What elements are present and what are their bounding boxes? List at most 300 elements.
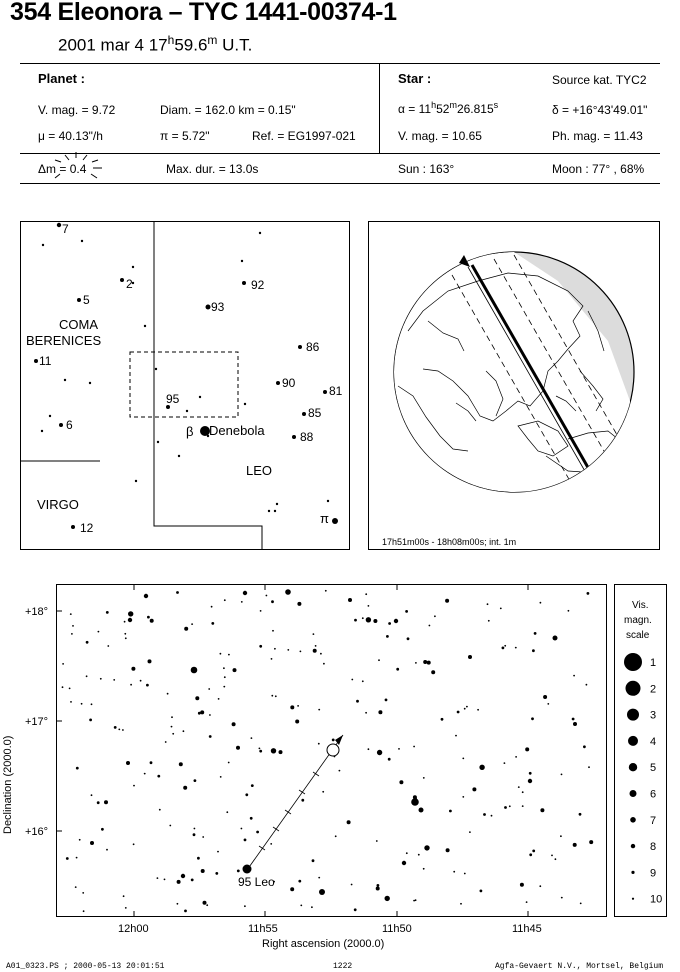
field-star bbox=[385, 896, 390, 901]
field-star bbox=[362, 617, 364, 619]
field-star bbox=[376, 840, 378, 842]
field-star bbox=[76, 767, 79, 770]
field-star bbox=[446, 848, 450, 852]
field-star bbox=[157, 775, 160, 778]
field-star bbox=[167, 693, 169, 695]
field-star bbox=[97, 801, 100, 804]
field-star bbox=[256, 831, 259, 834]
field-star bbox=[272, 630, 274, 632]
field-star bbox=[522, 805, 524, 807]
field-star bbox=[124, 621, 126, 623]
field-star bbox=[184, 910, 187, 913]
field-star bbox=[423, 777, 425, 779]
y-axis-title: Declination (2000.0) bbox=[2, 735, 14, 834]
field-star bbox=[259, 750, 262, 753]
field-star bbox=[464, 873, 466, 875]
star-label: 90 bbox=[282, 376, 296, 390]
finder-star bbox=[268, 510, 270, 512]
field-star bbox=[271, 600, 274, 603]
legend-mag-label: 1 bbox=[650, 657, 657, 669]
field-star bbox=[300, 905, 302, 907]
legend-dot bbox=[631, 871, 634, 874]
field-star bbox=[176, 591, 179, 594]
field-star bbox=[128, 611, 133, 616]
field-star bbox=[223, 667, 225, 669]
field-star bbox=[106, 849, 108, 851]
field-star bbox=[295, 720, 299, 724]
field-star bbox=[525, 747, 529, 751]
star-label: 5 bbox=[83, 293, 90, 307]
field-star bbox=[515, 647, 517, 649]
field-star bbox=[373, 619, 377, 623]
field-star bbox=[179, 762, 183, 766]
legend-dot bbox=[632, 898, 634, 900]
legend-mag-label: 2 bbox=[650, 683, 657, 696]
finder-star bbox=[199, 396, 201, 398]
field-star bbox=[434, 615, 436, 617]
field-star bbox=[208, 688, 210, 690]
field-star bbox=[177, 880, 181, 884]
field-star bbox=[362, 680, 364, 682]
source-catalog: Source kat. TYC2 bbox=[552, 73, 647, 87]
field-star bbox=[560, 835, 562, 837]
field-star bbox=[290, 887, 294, 891]
field-star bbox=[250, 817, 253, 820]
field-star bbox=[319, 889, 325, 895]
field-star bbox=[424, 845, 429, 850]
field-star bbox=[70, 701, 72, 703]
field-star bbox=[332, 739, 335, 742]
star-label: 2 bbox=[126, 277, 133, 291]
star-label: 12 bbox=[80, 521, 94, 535]
field-star bbox=[86, 641, 89, 644]
field-star bbox=[509, 805, 511, 807]
finder-star bbox=[178, 455, 180, 457]
star-label: 11 bbox=[39, 354, 52, 368]
field-star bbox=[347, 820, 351, 824]
field-star bbox=[191, 667, 198, 674]
field-star bbox=[351, 679, 353, 681]
earth-globe-panel bbox=[368, 221, 660, 550]
field-star bbox=[133, 785, 135, 787]
field-star bbox=[91, 794, 93, 796]
field-star bbox=[453, 871, 455, 873]
finder-star bbox=[132, 266, 134, 268]
field-star bbox=[504, 645, 506, 647]
field-star bbox=[520, 883, 524, 887]
field-star bbox=[233, 668, 237, 672]
field-star bbox=[368, 748, 370, 750]
field-star bbox=[86, 675, 88, 677]
field-star bbox=[118, 729, 120, 731]
finder-chart bbox=[20, 221, 350, 550]
field-star bbox=[270, 843, 272, 845]
field-star bbox=[488, 620, 490, 622]
field-star bbox=[211, 606, 213, 608]
field-star bbox=[159, 809, 161, 811]
finder-star bbox=[298, 345, 302, 349]
field-star bbox=[573, 722, 577, 726]
field-star bbox=[279, 750, 283, 754]
field-star bbox=[368, 605, 370, 607]
field-star bbox=[441, 718, 444, 721]
field-star bbox=[356, 700, 359, 703]
field-star bbox=[260, 610, 262, 612]
field-star bbox=[388, 758, 391, 761]
field-star bbox=[226, 811, 228, 813]
ra-label: 11h50 bbox=[382, 923, 412, 935]
pi-leo-label: π bbox=[320, 511, 329, 526]
field-star bbox=[429, 625, 431, 627]
field-star bbox=[561, 774, 563, 776]
field-star bbox=[504, 806, 507, 809]
field-star bbox=[540, 808, 544, 812]
field-star bbox=[209, 714, 211, 716]
field-star bbox=[271, 658, 273, 660]
field-star bbox=[275, 695, 277, 697]
field-star bbox=[203, 901, 207, 905]
globe-caption: 17h51m00s - 18h08m00s; int. 1m bbox=[382, 537, 517, 547]
field-star bbox=[251, 784, 254, 787]
dec-label: +16° bbox=[25, 826, 49, 838]
field-star bbox=[298, 880, 301, 883]
field-star bbox=[572, 718, 575, 721]
field-star bbox=[89, 719, 92, 722]
field-star bbox=[407, 637, 410, 640]
field-star bbox=[144, 773, 146, 775]
field-star bbox=[445, 599, 449, 603]
field-star bbox=[82, 892, 84, 894]
field-star bbox=[312, 859, 315, 862]
field-star bbox=[579, 813, 582, 816]
field-star bbox=[62, 686, 64, 688]
finder-star bbox=[89, 382, 91, 384]
legend-mag-label: 8 bbox=[650, 841, 657, 854]
star-heading: Star : bbox=[398, 71, 432, 86]
field-star bbox=[251, 737, 253, 739]
legend-mag-label: 6 bbox=[650, 788, 657, 801]
finder-star bbox=[186, 410, 188, 412]
field-star bbox=[301, 799, 304, 802]
date-line: 2001 mar 4 17$^h$59.6$^m$ U.T. bbox=[58, 33, 253, 55]
star-label: 95 bbox=[166, 392, 180, 406]
field-star bbox=[164, 879, 166, 881]
field-star bbox=[128, 618, 132, 622]
finder-star bbox=[144, 325, 146, 327]
planet-ref: Ref. = EG1997-021 bbox=[252, 129, 356, 143]
field-star bbox=[464, 708, 466, 710]
field-star bbox=[126, 761, 130, 765]
const-berenices: BERENICES bbox=[26, 333, 102, 348]
field-star bbox=[315, 645, 317, 647]
field-star bbox=[191, 879, 194, 882]
field-star bbox=[223, 686, 225, 688]
legend-mag-label: 4 bbox=[650, 735, 657, 748]
field-star bbox=[83, 910, 85, 912]
planet-parallax: π = 5.72" bbox=[160, 129, 210, 143]
field-star bbox=[125, 907, 127, 909]
field-star bbox=[320, 653, 322, 655]
max-duration: Max. dur. = 13.0s bbox=[166, 162, 259, 176]
field-star bbox=[457, 711, 460, 714]
field-star bbox=[215, 872, 218, 875]
field-star bbox=[218, 698, 220, 700]
field-star bbox=[300, 651, 302, 653]
legend-title-line: magn. bbox=[624, 615, 652, 626]
field-star bbox=[415, 662, 417, 664]
field-star bbox=[131, 667, 135, 671]
field-star bbox=[194, 828, 196, 830]
field-star bbox=[378, 710, 382, 714]
field-star bbox=[146, 684, 149, 687]
star-alpha: $\alpha = 11^h52^m26.815^s$ bbox=[398, 100, 499, 116]
field-star bbox=[259, 645, 262, 648]
dec-label: +18° bbox=[25, 606, 49, 618]
finder-star bbox=[259, 232, 261, 234]
field-star bbox=[394, 619, 398, 623]
field-star bbox=[274, 648, 276, 650]
info-mid-rule bbox=[20, 153, 660, 154]
field-star bbox=[406, 852, 408, 854]
field-star bbox=[147, 616, 150, 619]
finder-star bbox=[135, 480, 137, 482]
star-label: 7 bbox=[62, 222, 69, 236]
field-star bbox=[81, 703, 83, 705]
field-star bbox=[335, 835, 337, 837]
legend-mag-label: 9 bbox=[650, 867, 657, 880]
field-star bbox=[66, 857, 69, 860]
star-label: 92 bbox=[251, 278, 265, 292]
field-star bbox=[72, 625, 74, 627]
field-star bbox=[573, 675, 575, 677]
finder-star bbox=[323, 390, 327, 394]
field-star bbox=[123, 895, 125, 897]
field-star bbox=[125, 637, 127, 639]
finder-star bbox=[34, 359, 38, 363]
field-star bbox=[183, 786, 187, 790]
legend-dot bbox=[626, 681, 641, 696]
delta-mag-burst-icon bbox=[52, 148, 108, 184]
field-star bbox=[515, 756, 517, 758]
field-star bbox=[148, 659, 152, 663]
x-axis-title: Right ascension (2000.0) bbox=[262, 938, 385, 950]
field-star bbox=[502, 647, 505, 650]
footer-number: 1222 bbox=[333, 962, 353, 971]
field-star bbox=[431, 670, 435, 674]
page-title: 354 Eleonora – TYC 1441-00374-1 bbox=[10, 0, 397, 26]
field-star bbox=[244, 905, 246, 907]
star-delta: δ = +16°43'49.01" bbox=[552, 103, 648, 117]
field-star bbox=[323, 663, 325, 665]
field-star bbox=[311, 906, 313, 908]
field-star bbox=[396, 668, 399, 671]
field-star bbox=[237, 870, 240, 873]
field-star bbox=[169, 825, 171, 827]
field-star bbox=[522, 791, 524, 793]
finder-star bbox=[241, 260, 243, 262]
field-star bbox=[224, 676, 226, 678]
finder-star bbox=[274, 510, 276, 512]
field-star bbox=[244, 839, 247, 842]
field-star bbox=[561, 897, 563, 899]
field-star bbox=[133, 843, 135, 845]
field-star bbox=[194, 779, 197, 782]
field-star bbox=[468, 655, 472, 659]
field-star bbox=[104, 800, 108, 804]
field-star bbox=[70, 613, 72, 615]
finder-star bbox=[206, 305, 211, 310]
field-star bbox=[245, 793, 248, 796]
field-star bbox=[228, 762, 230, 764]
ra-label: 11h55 bbox=[248, 923, 278, 935]
field-star bbox=[322, 791, 324, 793]
field-star bbox=[354, 908, 357, 911]
field-star bbox=[388, 622, 391, 625]
field-star bbox=[91, 703, 93, 705]
field-star bbox=[586, 684, 588, 686]
const-virgo: VIRGO bbox=[37, 497, 79, 512]
field-star bbox=[297, 705, 299, 707]
field-star bbox=[532, 649, 535, 652]
finder-star bbox=[157, 441, 159, 443]
field-star bbox=[287, 649, 289, 651]
field-star bbox=[266, 595, 268, 597]
field-star bbox=[124, 633, 126, 635]
field-star bbox=[325, 590, 327, 592]
field-star bbox=[405, 610, 408, 613]
field-star bbox=[449, 810, 452, 813]
finder-star bbox=[57, 223, 61, 227]
legend-dot bbox=[630, 817, 636, 823]
field-star bbox=[201, 869, 205, 873]
field-star bbox=[487, 603, 489, 605]
finder-star bbox=[64, 379, 66, 381]
info-divider bbox=[379, 63, 380, 153]
field-star bbox=[351, 884, 353, 886]
field-star bbox=[113, 679, 115, 681]
finder-star bbox=[155, 368, 157, 370]
planet-mu: μ = 40.13"/h bbox=[38, 129, 103, 143]
finder-star bbox=[242, 281, 246, 285]
field-star bbox=[386, 635, 389, 638]
field-star bbox=[553, 636, 558, 641]
field-star bbox=[106, 611, 109, 614]
legend-mag-label: 3 bbox=[650, 709, 657, 722]
field-star bbox=[313, 649, 317, 653]
field-star bbox=[181, 874, 185, 878]
field-star bbox=[206, 904, 208, 906]
field-star bbox=[71, 633, 73, 635]
field-star bbox=[157, 877, 159, 879]
field-star bbox=[228, 654, 230, 656]
field-star bbox=[483, 813, 486, 816]
legend-mag-label: 10 bbox=[650, 893, 663, 906]
finder-star bbox=[81, 240, 83, 242]
field-star bbox=[399, 780, 403, 784]
field-star bbox=[130, 684, 132, 686]
planet-vmag: V. mag. = 9.72 bbox=[38, 103, 116, 117]
star-vmag: V. mag. = 10.65 bbox=[398, 129, 482, 143]
finder-star bbox=[302, 412, 306, 416]
sun-elongation: Sun : 163° bbox=[398, 162, 455, 176]
field-star bbox=[377, 750, 382, 755]
field-star bbox=[232, 722, 236, 726]
field-star bbox=[378, 659, 380, 661]
target-star-label: 95 Leo bbox=[238, 875, 275, 889]
field-star bbox=[491, 815, 493, 817]
field-star bbox=[555, 858, 557, 860]
field-star bbox=[217, 851, 219, 853]
field-star bbox=[472, 787, 476, 791]
field-star bbox=[62, 663, 64, 665]
field-star bbox=[427, 661, 431, 665]
star-label: 86 bbox=[306, 340, 320, 354]
field-star bbox=[165, 741, 167, 743]
legend-dot bbox=[628, 736, 638, 746]
field-star bbox=[477, 709, 479, 711]
const-leo: LEO bbox=[246, 463, 273, 478]
footer-credit: Agfa-Gevaert N.V., Mortsel, Belgium bbox=[495, 962, 664, 971]
field-star bbox=[518, 786, 520, 788]
field-star bbox=[402, 861, 406, 865]
field-star bbox=[100, 678, 102, 680]
field-star bbox=[144, 594, 148, 598]
field-star bbox=[197, 857, 200, 860]
field-star bbox=[202, 836, 204, 838]
field-star bbox=[455, 735, 457, 737]
field-star bbox=[195, 696, 199, 700]
field-star bbox=[479, 765, 484, 770]
ra-label: 11h45 bbox=[512, 923, 542, 935]
field-star bbox=[271, 695, 273, 697]
field-star bbox=[224, 599, 226, 601]
field-star bbox=[209, 735, 212, 738]
finder-star bbox=[276, 503, 278, 505]
field-star bbox=[211, 622, 214, 625]
field-star bbox=[526, 901, 528, 903]
field-star bbox=[529, 772, 532, 775]
occultation-point-circle bbox=[327, 744, 339, 756]
detail-chart bbox=[0, 584, 680, 954]
field-star bbox=[462, 796, 464, 798]
field-star bbox=[318, 709, 320, 711]
field-star bbox=[531, 717, 534, 720]
field-star bbox=[423, 660, 427, 664]
field-star bbox=[140, 680, 142, 682]
legend-title-line: Vis. bbox=[632, 600, 649, 611]
field-star bbox=[259, 748, 261, 750]
field-star bbox=[587, 592, 590, 595]
finder-star bbox=[49, 415, 51, 417]
field-star bbox=[241, 601, 243, 603]
finder-star bbox=[327, 500, 329, 502]
field-star bbox=[79, 839, 81, 841]
field-star bbox=[171, 726, 173, 728]
delta-mag: Δm = 0.4 bbox=[38, 162, 87, 176]
field-star bbox=[411, 798, 419, 806]
field-star bbox=[193, 833, 196, 836]
info-bottom-rule bbox=[20, 183, 660, 184]
planet-heading: Planet : bbox=[38, 71, 85, 86]
field-star bbox=[539, 885, 541, 887]
star-phmag: Ph. mag. = 11.43 bbox=[552, 129, 643, 143]
star-label: 88 bbox=[300, 430, 314, 444]
field-star bbox=[290, 705, 294, 709]
finder-star bbox=[332, 518, 338, 524]
star-95-leo bbox=[243, 865, 252, 874]
field-star bbox=[76, 857, 78, 859]
field-star bbox=[177, 903, 179, 905]
